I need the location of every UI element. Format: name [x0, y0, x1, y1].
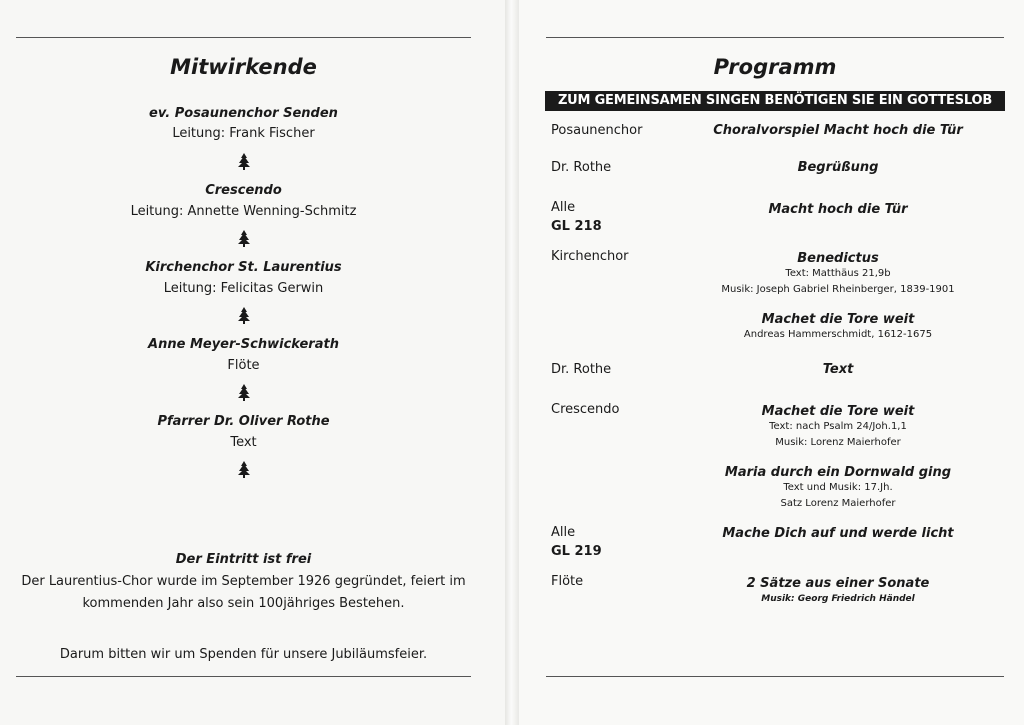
bottom-rule-left — [16, 676, 471, 677]
program-item — [700, 251, 976, 298]
program-hymn-number: GL 219 — [551, 544, 602, 559]
tree-icon — [238, 153, 250, 170]
entry-heading: Der Eintritt ist frei — [175, 552, 312, 567]
program-item — [700, 526, 976, 541]
participant-name: Anne Meyer-Schwickerath — [148, 337, 339, 352]
donation-text: Darum bitten wir um Spenden für unsere Jubiläumsfeier. — [59, 647, 428, 662]
program-item — [700, 123, 976, 138]
program-performer: Flöte — [551, 574, 584, 589]
program-title: Macht hoch die Tür — [768, 202, 908, 217]
participant-role: Leitung: Felicitas Gerwin — [163, 281, 324, 296]
right-title: Programm — [713, 55, 837, 79]
gotteslob-banner: ZUM GEMEINSAMEN SINGEN BENÖTIGEN SIE EIN GOTTESLOB — [545, 91, 1005, 111]
participant-role: Flöte — [227, 358, 260, 373]
program-title: Benedictus — [797, 251, 879, 266]
page-fold — [505, 0, 519, 725]
bottom-rule-right — [546, 676, 1004, 677]
program-detail: Musik: Georg Friedrich Händel — [761, 594, 915, 604]
program-title: Begrüßung — [797, 160, 879, 175]
program-detail: Musik: Joseph Gabriel Rheinberger, 1839-1901 — [721, 284, 955, 295]
program-title: Maria durch ein Dornwald ging — [724, 465, 952, 480]
tree-icon — [238, 384, 250, 401]
tree-icon — [238, 307, 250, 324]
program-performer: Dr. Rothe — [551, 160, 612, 175]
program-item — [700, 465, 976, 512]
program-item — [700, 202, 976, 217]
program-title: 2 Sätze aus einer Sonate — [746, 576, 930, 591]
top-rule-right — [546, 37, 1004, 38]
program-title: Mache Dich auf und werde licht — [722, 526, 954, 541]
program-title: Choralvorspiel Macht hoch die Tür — [713, 123, 963, 138]
program-performer: Crescendo — [551, 402, 620, 417]
entry-line-2: kommenden Jahr also sein 100jähriges Bestehen. — [82, 596, 405, 611]
tree-icon — [238, 461, 250, 478]
program-item — [700, 160, 976, 175]
program-detail: Text: Matthäus 21,9b — [785, 268, 891, 279]
program-detail: Satz Lorenz Maierhofer — [780, 498, 896, 509]
tree-icon — [238, 230, 250, 247]
program-item — [700, 404, 976, 451]
participant-role: Leitung: Annette Wenning-Schmitz — [130, 204, 357, 219]
program-item — [700, 576, 976, 607]
program-detail: Andreas Hammerschmidt, 1612-1675 — [743, 329, 933, 340]
participant-name: Kirchenchor St. Laurentius — [145, 260, 342, 275]
entry-line-1: Der Laurentius-Chor wurde im September 1926 gegründet, feiert im — [21, 574, 466, 589]
program-title: Machet die Tore weit — [761, 404, 915, 419]
participant-name: Pfarrer Dr. Oliver Rothe — [157, 414, 330, 429]
program-title: Machet die Tore weit — [761, 312, 915, 327]
participant-name: Crescendo — [205, 183, 282, 198]
program-performer: Kirchenchor — [551, 249, 629, 264]
program-item — [700, 312, 976, 343]
participant-role: Text — [230, 435, 257, 450]
program-hymn-number: GL 218 — [551, 219, 602, 234]
program-performer: Alle — [551, 200, 576, 215]
left-title: Mitwirkende — [170, 55, 317, 79]
program-title: Text — [822, 362, 854, 377]
program-item — [700, 362, 976, 377]
program-performer: Dr. Rothe — [551, 362, 612, 377]
program-detail: Text: nach Psalm 24/Joh.1,1 — [769, 421, 907, 432]
program-performer: Posaunenchor — [551, 123, 643, 138]
program-performer: Alle — [551, 525, 576, 540]
top-rule-left — [16, 37, 471, 38]
participant-role: Leitung: Frank Fischer — [172, 126, 315, 141]
program-detail: Musik: Lorenz Maierhofer — [775, 437, 901, 448]
participant-name: ev. Posaunenchor Senden — [149, 106, 338, 121]
program-detail: Text und Musik: 17.Jh. — [783, 482, 893, 493]
